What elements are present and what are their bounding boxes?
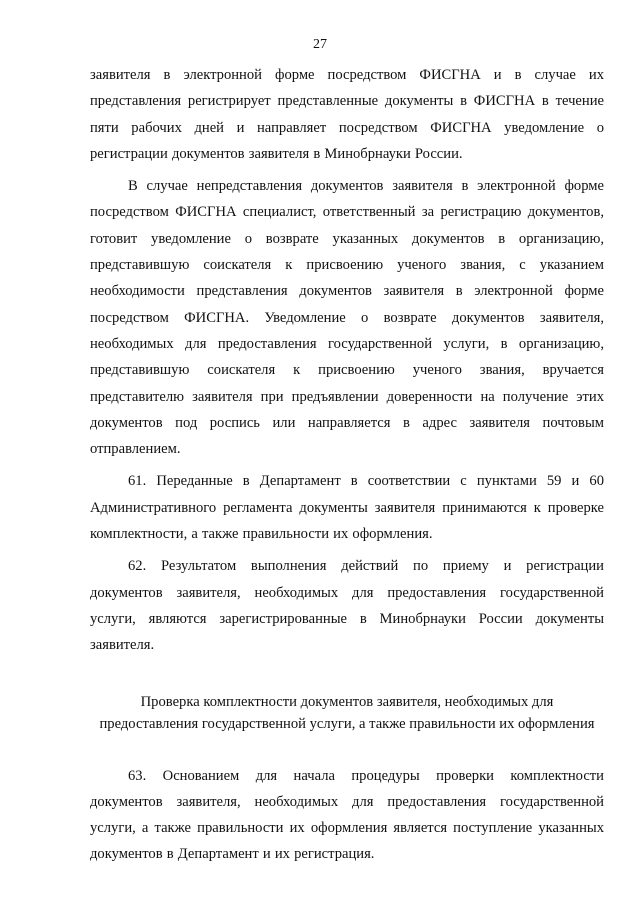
paragraph-continuation: заявителя в электронной форме посредством ФИСГНА и в случае их представления регистрирует представленные документы в ФИСГНА в течение пяти рабочих дней и направляет посредством ФИСГНА уведомление о регистрации документов заявителя в Минобрнауки России. [90,67,604,162]
section-heading-line-1: Проверка комплектности документов заявителя, необходимых для [140,693,554,710]
page-number: 27 [313,37,327,52]
paragraph-non-submission: В случае непредставления документов заявителя в электронной форме посредством ФИСГНА специалист, ответственный за регистрацию документов, готовит уведомление о возврате указанных документов в организацию, представившую соискателя к присвоению ученого звания, с указанием необходимости представления документов заявителя в электронной форме посредством ФИСГНА. Уведомление о возврате документов заявителя, необходимых для предоставления государственной услуги, в организацию, представившую соискателя к присвоению ученого звания, вручается представителю заявителя при предъявлении доверенности на получение этих документов под роспись или направляется в адрес заявителя почтовым отправлением. [90,178,604,458]
paragraph-62: 62. Результатом выполнения действий по приему и регистрации документов заявителя, необходимых для предоставления государственной услуги, являются зарегистрированные в Минобрнауки России документы заявителя. [90,558,604,654]
paragraph-63: 63. Основанием для начала процедуры проверки комплектности документов заявителя, необходимых для предоставления государственной услуги, а также правильности их оформления является поступление указанных документов в Департамент и их регистрация. [90,767,604,863]
section-heading-line-2: предоставления государственной услуги, а также правильности их оформления [99,715,595,732]
document-body [90,62,604,868]
paragraph-61: 61. Переданные в Департамент в соответствии с пунктами 59 и 60 Административного регламента документы заявителя принимаются к проверке комплектности, а также правильности их оформления. [90,473,604,543]
section-heading [90,691,604,735]
